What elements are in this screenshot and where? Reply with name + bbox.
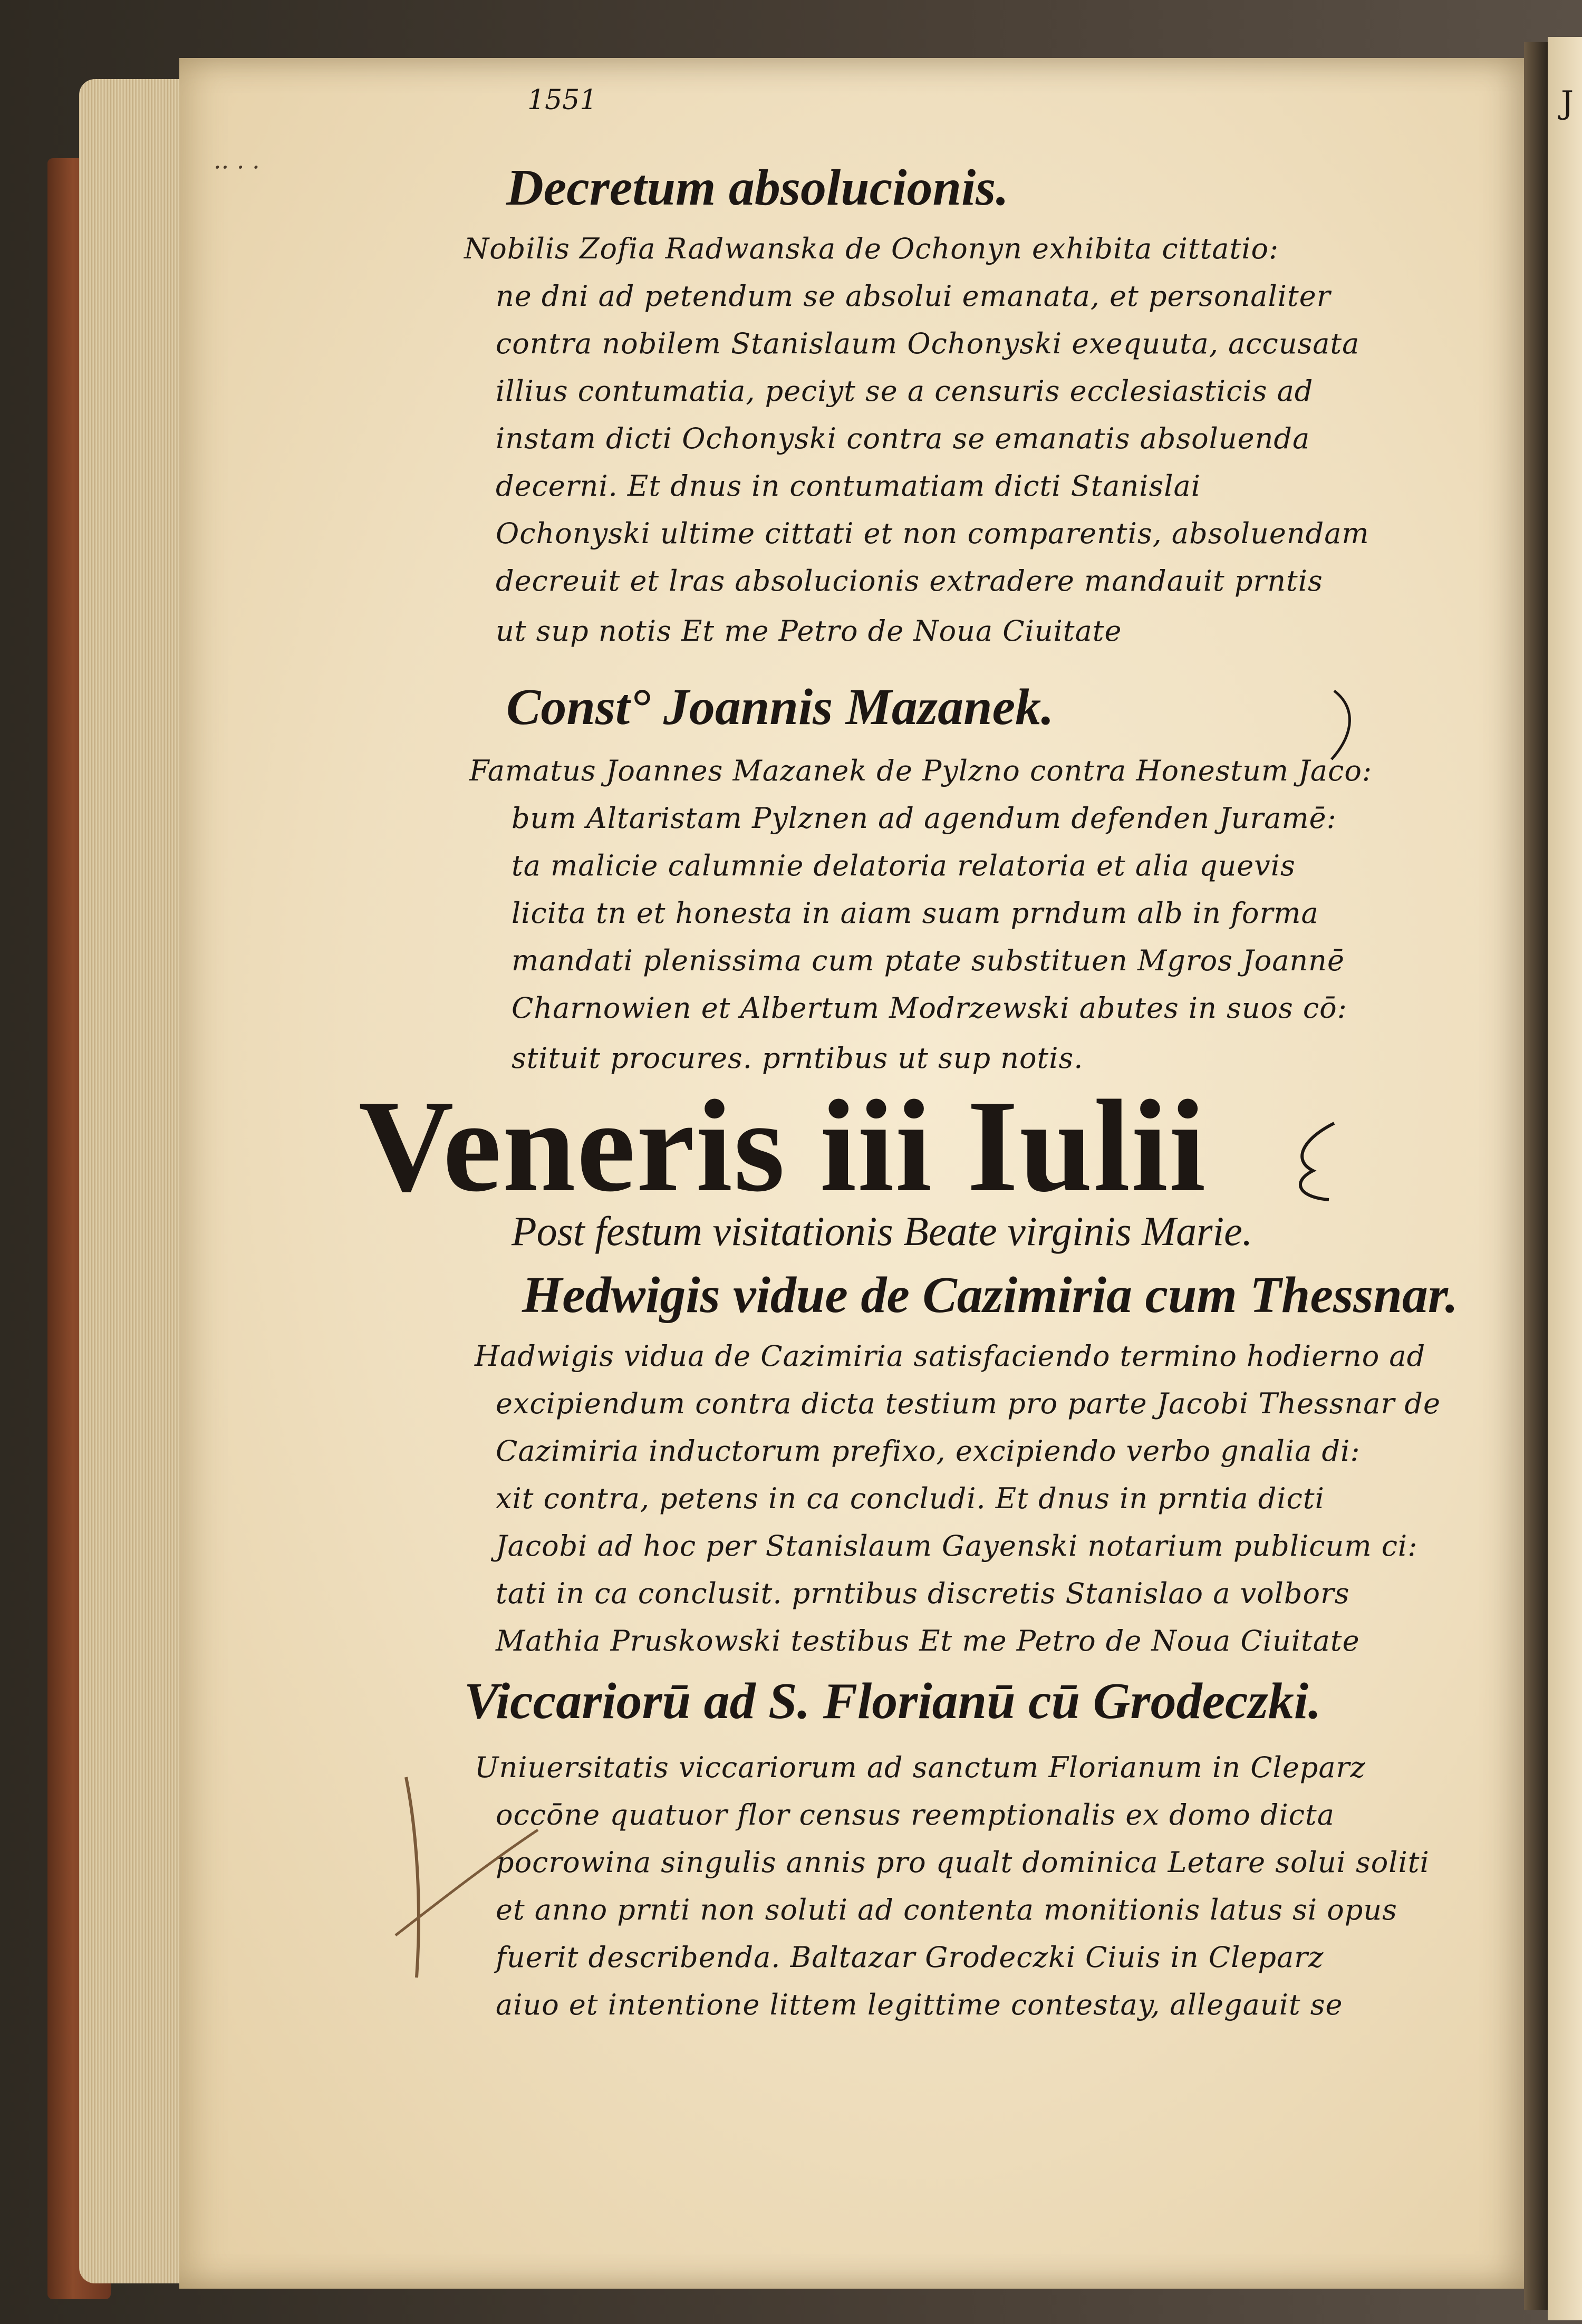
text-line: occōne quatuor flor census reemptionalis ex domo dicta <box>496 1798 1335 1831</box>
section-heading-hedwigis: Hedwigis vidue de Cazimiria cum Thessnar. <box>522 1267 1459 1324</box>
text-line: aiuo et intentione littem legittime contestay, allegauit se <box>496 1988 1343 2021</box>
book-gutter <box>1524 42 1548 2310</box>
text-line: Hadwigis vidua de Cazimiria satisfaciendo termino hodierno ad <box>475 1339 1426 1373</box>
text-line: ut sup notis Et me Petro de Noua Ciuitate <box>496 614 1122 648</box>
facing-page-letter: J <box>1561 84 1574 121</box>
text-line: bum Altaristam Pylznen ad agendum defenden Juramē: <box>512 802 1337 835</box>
text-line: Nobilis Zofia Radwanska de Ochonyn exhibita cittatio: <box>464 232 1279 265</box>
text-line: Mathia Pruskowski testibus Et me Petro de Noua Ciuitate <box>496 1624 1360 1657</box>
text-line: Charnowien et Albertum Modrzewski abutes in suos cō: <box>512 991 1347 1025</box>
text-line: Jacobi ad hoc per Stanislaum Gayenski notarium publicum ci: <box>496 1529 1418 1563</box>
date-subheading: Post festum visitationis Beate virginis Marie. <box>512 1208 1253 1254</box>
text-line: contra nobilem Stanislaum Ochonyski exequuta, accusata <box>496 327 1360 360</box>
section-heading-viccariorum: Viccariorū ad S. Florianū cū Grodeczki. <box>464 1673 1321 1730</box>
text-line: xit contra, petens in ca concludi. Et dnus in prntia dicti <box>496 1482 1325 1515</box>
text-line: tati in ca conclusit. prntibus discretis Stanislao a volbors <box>496 1577 1350 1610</box>
facing-page-edge <box>1548 37 1582 2320</box>
text-line: et anno prnti non soluti ad contenta monitionis latus si opus <box>496 1893 1397 1926</box>
margin-strike-mark <box>385 1767 543 1988</box>
text-line: Famatus Joannes Mazanek de Pylzno contra Honestum Jaco: <box>469 754 1373 787</box>
section-heading-decretum: Decretum absolucionis. <box>506 159 1009 216</box>
margin-note: ·· · · <box>214 153 260 181</box>
text-line: instam dicti Ochonyski contra se emanatis absoluenda <box>496 422 1310 455</box>
text-line: ne dni ad petendum se absolui emanata, et personaliter <box>496 279 1331 313</box>
text-line: Ochonyski ultime cittati et non comparentis, absoluendam <box>496 517 1369 550</box>
text-line: ta malicie calumnie delatoria relatoria et alia quevis <box>512 849 1296 882</box>
text-line: pocrowina singulis annis pro qualt dominica Letare solui soliti <box>496 1846 1430 1879</box>
page-year: 1551 <box>527 84 597 116</box>
date-heading: Veneris iii Iulii <box>359 1073 1207 1219</box>
text-line: stituit procures. prntibus ut sup notis. <box>512 1042 1084 1075</box>
text-line: licita tn et honesta in aiam suam prndum alb in forma <box>512 896 1319 930</box>
text-line: excipiendum contra dicta testium pro parte Jacobi Thessnar de <box>496 1387 1441 1420</box>
text-line: Cazimiria inductorum prefixo, excipiendo verbo gnalia di: <box>496 1434 1361 1468</box>
margin-flourish <box>1324 686 1361 765</box>
text-line: decerni. Et dnus in contumatiam dicti Stanislai <box>496 469 1201 503</box>
text-line: illius contumatia, peciyt se a censuris ecclesiasticis ad <box>496 374 1314 408</box>
section-heading-constitutio: Const° Joannis Mazanek. <box>506 679 1054 736</box>
text-line: Uniuersitatis viccariorum ad sanctum Florianum in Cleparz <box>475 1751 1366 1784</box>
text-line: fuerit describenda. Baltazar Grodeczki Ciuis in Cleparz <box>496 1941 1324 1974</box>
margin-flourish <box>1281 1118 1345 1202</box>
text-line: mandati plenissima cum ptate substituen Mgros Joannē <box>512 944 1345 977</box>
text-line: decreuit et lras absolucionis extradere mandauit prntis <box>496 564 1323 597</box>
